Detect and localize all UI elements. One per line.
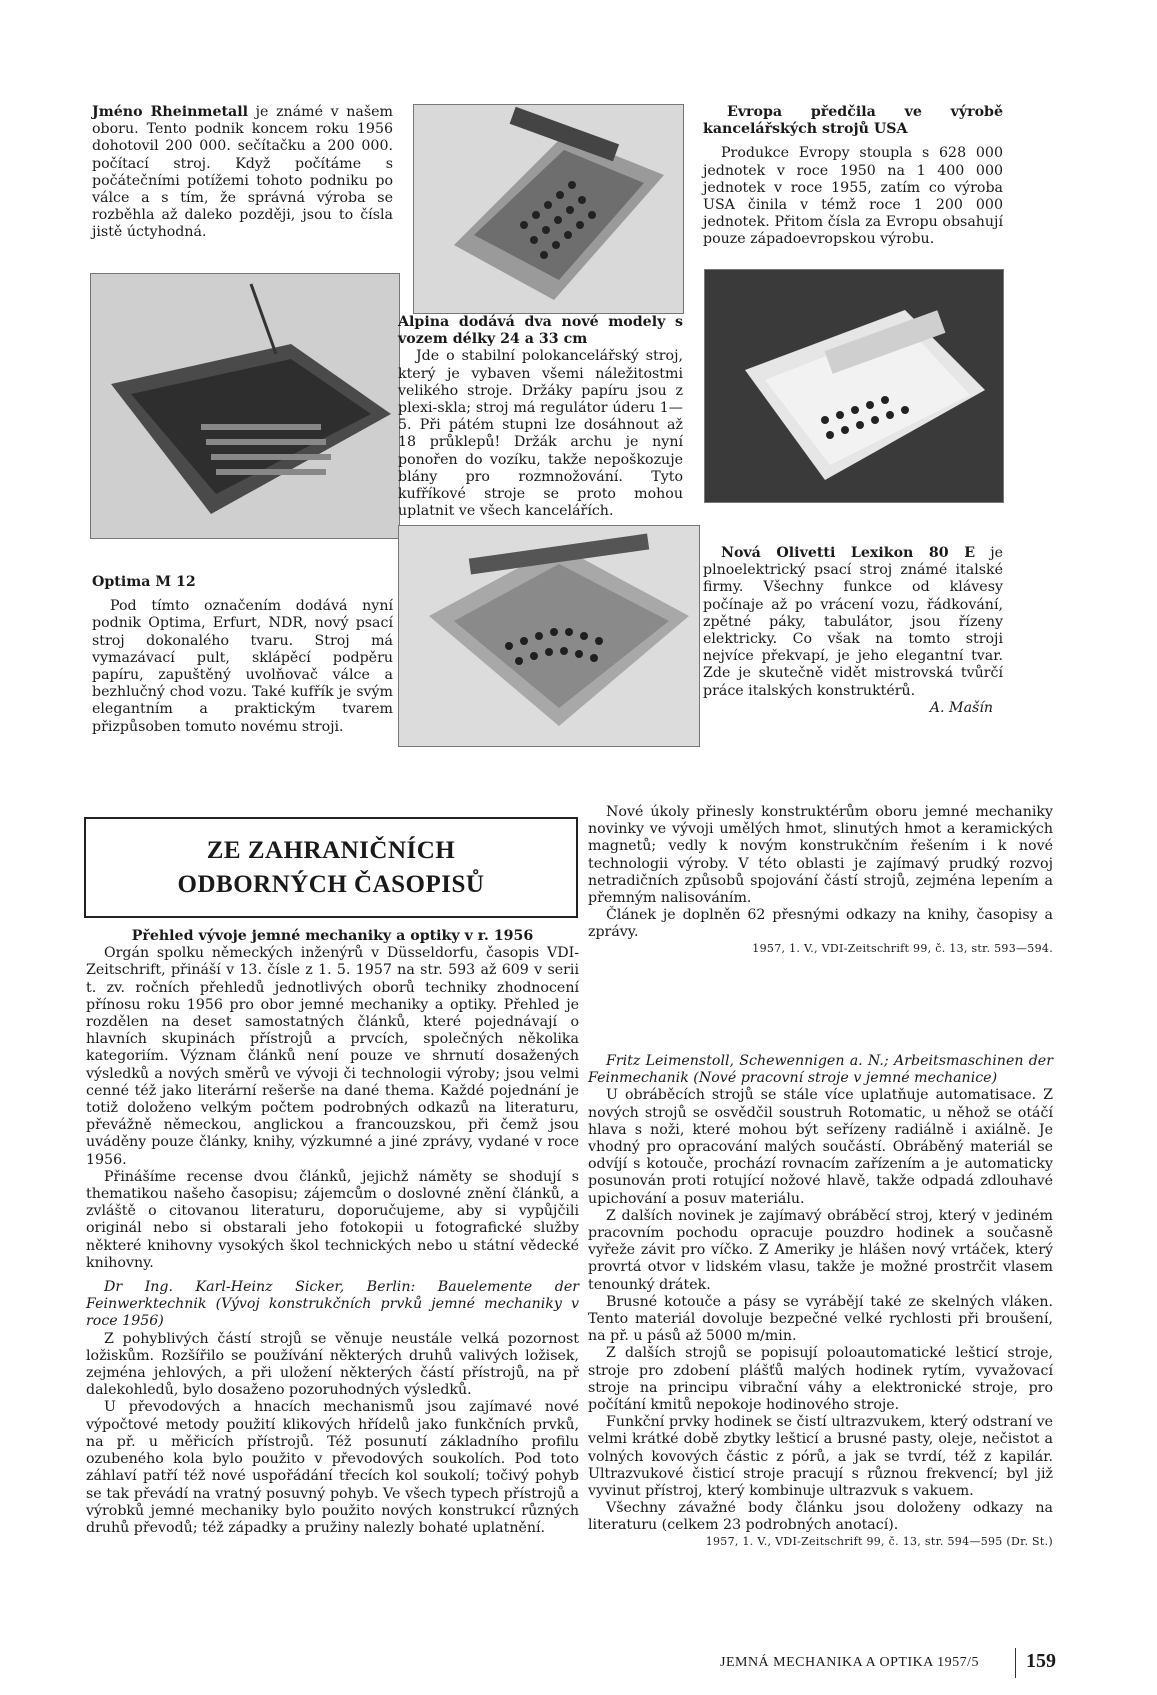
article2-p2: U převodových a hnacích mechanismů jsou zajímavé nové výpočtové metody použití klikových hřídelů jako funkčních prvků, na př. u měřicích přístrojů. Též posunutí základního profilu ozubeného kola bylo použito v převodových soukolích. Pod toto záhlaví patří též nové uspořádání třecích kol soukolí; točivý pohyb se tak převádí na vratný posuvný pohyb. Ve všech typech přístrojů a výrobků jemné mechaniky bylo použito nových konstrukcí různých druhů převodů; též západky a pružiny nalezly bohaté uplatnění. — [86, 1399, 579, 1536]
section-title-line1: ZE ZAHRANIČNÍCH — [206, 836, 456, 864]
optima-heading: Optima M 12 — [92, 574, 196, 590]
article3-citation: 1957, 1. V., VDI-Zeitschrift 99, č. 13, str. 594—595 (Dr. St.) — [705, 1534, 1053, 1548]
section-title-box — [84, 817, 578, 918]
article3-p6: Všechny závažné body článku jsou doloženy odkazy na literaturu (celkem 23 podrobných anotací). — [588, 1500, 1053, 1534]
article1-p2: Přinášíme recense dvou článků, jejichž náměty se shodují s thematikou našeho časopisu; zájemcům o doslovné znění článků, a zvláště o citovanou literaturu, doporučujeme, aby si vypůjčili originál nebo si obstarali jeho fotokopii u fotografické služby některé knihovny vysokých škol technických nebo u státní vědecké knihovny. — [86, 1168, 579, 1271]
footer-journal: JEMNÁ MECHANIKA A OPTIKA 1957/5 — [720, 1655, 979, 1670]
typewriter-photo-optima — [90, 273, 400, 539]
typewriter-photo-alpina — [398, 525, 700, 747]
optima-block — [92, 574, 393, 736]
alpina-heading: Alpina dodává dva nové modely s vozem délky 24 a 33 cm — [398, 314, 683, 348]
article2-p1: Z pohyblivých částí strojů se věnuje neustále velká pozornost ložiskům. Rozšířilo se používání některých druhů valivých ložisek, zejména jehlových, a při uložení některých částí přístrojů, na př dalekohledů, bylo dosaženo pozoruhodných výsledků. — [86, 1330, 579, 1399]
olivetti-text: je plnoelektrický psací stroj známé italské firmy. Všechny funkce od klávesy počínaje až po vrácení vozu, řádkování, zpětné páky, tabulátor, jsou řízeny elektricky. Co však na tomto stroji nejvíce překvapí, je jeho elegantní tvar. Zde je skutečně vidět mistrovská tvůrčí práce italských konstruktérů. — [703, 545, 1003, 699]
article1-p1: Orgán spolku německých inženýrů v Düsseldorfu, časopis VDI-Zeitschrift, přináší v 13. čísle z 1. 5. 1957 na str. 593 až 609 v serii t. zv. ročních přehledů jednotlivých oborů techniky zhodnocení přínosu roku 1956 pro obor jemné mechaniky a optiky. Přehled je rozdělen na deset samostatných článků, které pojednávají o hlavních skupinách přístrojů a prvcích, společných několika kategoriím. Význam článků není pouze ve shrnutí dosažených výsledků a nových směrů ve vývoji či technologii výroby; jsou velmi cenné též jako literární rešerše na dané thema. Každé pojednání je totiž doloženo velkým počtem podrobných odkazů na literaturu, převážně německou, anglickou a francouzskou, při čemž jsou uváděny pouze články, knihy, výzkumné a jiné zprávy, vydané v roce 1956. — [86, 945, 579, 1168]
article2-reference: Dr Ing. Karl-Heinz Sicker, Berlin: Bauelemente der Feinwerktechnik (Vývoj konstrukčních prvků jemné mechaniky v roce 1956) — [86, 1279, 579, 1330]
evropa-block — [703, 104, 1003, 249]
rheinmetall-text: je známé v našem oboru. Tento podnik koncem roku 1956 dohotovil 200 000. sečítačku a 200 000. počítací stroj. Když počítáme s počátečními potížemi tohoto podniku po válce a s tím, že správná výroba se rozběhla až daleko později, jsou to čísla jistě úctyhodná. — [92, 104, 393, 241]
olivetti-lead: Nová Olivetti Lexikon 80 E — [721, 545, 976, 561]
footer-divider — [1015, 1648, 1016, 1678]
article3-reference: Fritz Leimenstoll, Schewennigen a. N.; Arbeitsmaschinen der Feinmechanik (Nové pracovní stroje v jemné mechanice) — [588, 1053, 1053, 1087]
article3-p2: Z dalších novinek je zajímavý obráběcí stroj, který v jediném pracovním pochodu opracuje pouzdro hodinek a současně vyřeže závit pro víčko. Z Ameriky je hlášen nový vrtáček, který provrtá otvor v lidském vlasu, takže je možné prostrčit vlasem tenounký drátek. — [588, 1207, 1053, 1293]
alpina-block — [398, 314, 683, 520]
section-title-line2: ODBORNÝCH ČASOPISŮ — [177, 870, 485, 898]
evropa-heading: Evropa předčila ve výrobě kancelářských strojů USA — [703, 104, 1003, 138]
olivetti-author: A. Mašín — [929, 699, 993, 716]
article2-p3: Nové úkoly přinesly konstruktérům oboru jemné mechaniky novinky ve vývoji umělých hmot, slinutých hmot a keramických magnetů; vedly k novým konstrukčním řešením i k nové technologii výroby. V této oblasti je zajímavý prudký rozvoj netradičních způsobů spojování částí strojů, zejména lepením a přemným nalisováním. — [588, 804, 1053, 907]
typewriter-photo-top — [413, 104, 684, 314]
article3-p4: Z dalších strojů se popisují poloautomatické lešticí stroje, stroje pro zdobení plášťů malých hodinek rytím, vyvažovací stroje na principu vibrační váhy a elektronické stroje, pro počítání kmitů nepokoje hodinového stroje. — [588, 1345, 1053, 1414]
article1-heading: Přehled vývoje jemné mechaniky a optiky v r. 1956 — [131, 928, 534, 944]
article2-citation: 1957, 1. V., VDI-Zeitschrift 99, č. 13, str. 593—594. — [752, 941, 1053, 955]
footer-page-number: 159 — [1026, 1650, 1056, 1672]
evropa-text: Produkce Evropy stoupla s 628 000 jednotek v roce 1950 na 1 400 000 jednotek v roce 1955, zatím co výroba USA činila v témž roce 1 200 000 jednotek. Přitom čísla za Evropu obsahují pouze západoevropskou výrobu. — [703, 145, 1003, 248]
article3-p3: Brusné kotouče a pásy se vyrábějí také ze skelných vláken. Tento materiál dovoluje bezpečné velké rychlosti při broušení, na př. u pásů až 5000 m/min. — [588, 1293, 1053, 1345]
rheinmetall-lead: Jméno Rheinmetall — [92, 104, 248, 120]
olivetti-block — [703, 545, 1003, 717]
alpina-text: Jde o stabilní polokancelářský stroj, který je vybaven všemi náležitostmi velikého stroje. Držáky papíru jsou z plexi-skla; stroj má regulátor úderu 1—5. Při pátém stupni lze dosáhnout až 18 průklepů! Držák archu je nyní ponořen do vozíku, takže nepoškozuje blány pro rozmnožování. Tyto kufříkové stroje se proto mohou uplatnit ve všech kancelářích. — [398, 348, 683, 520]
article3-block — [588, 1053, 1053, 1549]
article2-continued-block — [588, 804, 1053, 956]
typewriter-photo-olivetti — [704, 269, 1004, 503]
article1-block — [86, 928, 579, 1537]
optima-text: Pod tímto označením dodává nyní podnik Optima, Erfurt, NDR, nový psací stroj dokonalého tvaru. Stroj má vymazávací pult, sklápěcí podpěru papíru, zapuštěný uvolňovač válce a bezhlučný chod vozu. Také kufřík je svým elegantním a praktickým tvarem přizpůsoben tomuto novému stroji. — [92, 598, 393, 735]
rheinmetall-paragraph — [92, 104, 393, 242]
article3-p5: Funkční prvky hodinek se čistí ultrazvukem, který odstraní ve velmi krátké době zbytky lešticí a brusné pasty, oleje, nečistot a volných kovových částic z pórů, a jak se tvrdí, též z kapilár. Ultrazvukové čisticí stroje pracují s různou frekvencí; byl již vyvinut přístroj, který kombinuje ultrazvuk s vakuem. — [588, 1414, 1053, 1500]
article2-p4: Článek je doplněn 62 přesnými odkazy na knihy, časopisy a zprávy. — [588, 907, 1053, 941]
article3-p1: U obráběcích strojů se stále více uplatňuje automatisace. Z nových strojů se osvědčil soustruh Rotomatic, u něhož se otáčí hlava s noži, které mohou být seřízeny radiálně i axiálně. Je vhodný pro opracování malých součástí. Obráběný materiál se odvíjí s kotouče, prochází rovnacím zařízením a je automaticky posunován proti rotující nožové hlavě, takže odpadá zdlouhavé upichování a posuv materiálu. — [588, 1087, 1053, 1207]
